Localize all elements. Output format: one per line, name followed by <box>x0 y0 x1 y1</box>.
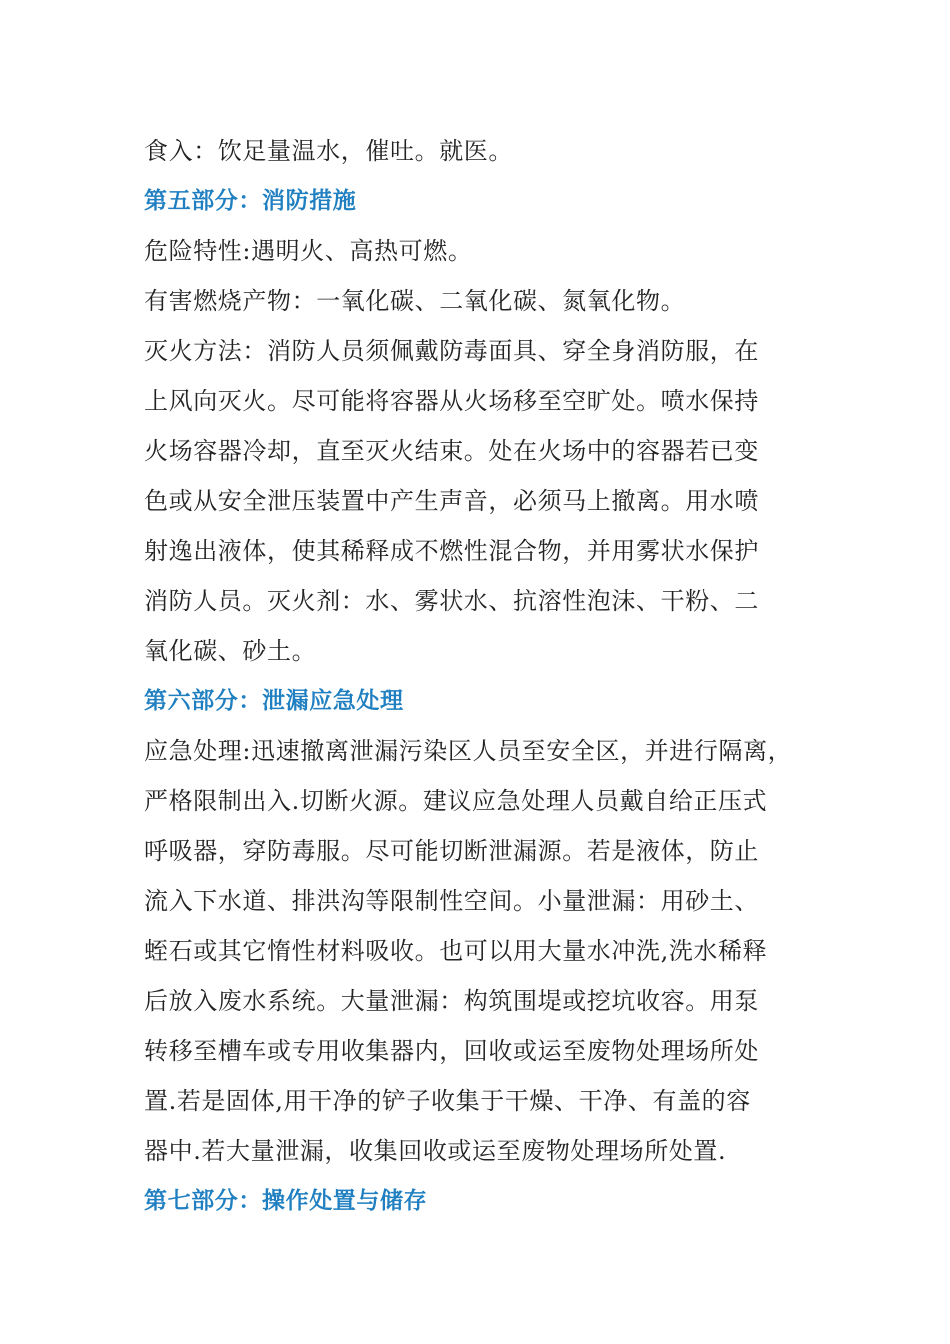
section-5-line: 危险特性:遇明火、高热可燃。 <box>144 237 473 265</box>
section-5-heading: 第五部分：消防措施 <box>144 188 357 214</box>
section-6-line: 应急处理:迅速撤离泄漏污染区人员至安全区，并进行隔离， <box>144 737 793 765</box>
section-6-line: 严格限制出入.切断火源。建议应急处理人员戴自给正压式 <box>144 787 768 815</box>
section-5-line: 灭火方法：消防人员须佩戴防毒面具、穿全身消防服，在 <box>144 337 759 365</box>
section-6-line: 流入下水道、排洪沟等限制性空间。小量泄漏：用砂土、 <box>144 887 759 915</box>
section-5-line: 有害燃烧产物：一氧化碳、二氧化碳、氮氧化物。 <box>144 287 686 315</box>
section-6-line: 置.若是固体,用干净的铲子收集于干燥、干净、有盖的容 <box>144 1087 751 1115</box>
section-5-line: 色或从安全泄压装置中产生声音，必须马上撤离。用水喷 <box>144 487 759 515</box>
section-5-line: 射逸出液体，使其稀释成不燃性混合物，并用雾状水保护 <box>144 537 759 565</box>
section-5-line: 上风向灭火。尽可能将容器从火场移至空旷处。喷水保持 <box>144 387 759 415</box>
section-6-line: 转移至槽车或专用收集器内，回收或运至废物处理场所处 <box>144 1037 759 1065</box>
section-6-line: 器中.若大量泄漏，收集回收或运至废物处理场所处置. <box>144 1137 727 1165</box>
section-6-heading: 第六部分：泄漏应急处理 <box>144 688 404 714</box>
section-6-line: 蛭石或其它惰性材料吸收。也可以用大量水冲洗,洗水稀释 <box>144 937 768 965</box>
paragraph-ingestion: 食入：饮足量温水，催吐。就医。 <box>144 137 513 165</box>
section-6-line: 呼吸器，穿防毒服。尽可能切断泄漏源。若是液体，防止 <box>144 837 759 865</box>
section-5-line: 消防人员。灭火剂：水、雾状水、抗溶性泡沫、干粉、二 <box>144 587 759 615</box>
section-5-line: 火场容器冷却，直至灭火结束。处在火场中的容器若已变 <box>144 437 759 465</box>
section-7-heading: 第七部分：操作处置与储存 <box>144 1188 428 1214</box>
section-5-line: 氧化碳、砂土。 <box>144 637 317 665</box>
section-6-line: 后放入废水系统。大量泄漏：构筑围堤或挖坑收容。用泵 <box>144 987 759 1015</box>
document-page <box>144 126 834 1226</box>
